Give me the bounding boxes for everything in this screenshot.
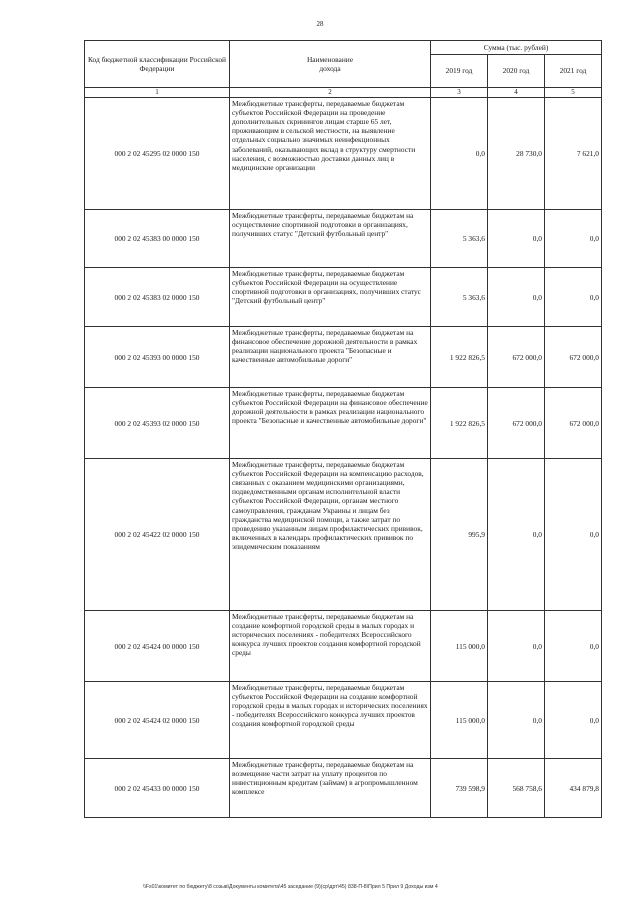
row-amount-2019: 1 922 826,5: [431, 327, 488, 388]
row-code: 000 2 02 45393 00 0000 150: [85, 327, 230, 388]
row-amount-2020: 28 730,0: [488, 98, 545, 210]
row-amount-2019: 995,9: [431, 459, 488, 611]
row-code: 000 2 02 45422 02 0000 150: [85, 459, 230, 611]
row-amount-2021: 0,0: [545, 459, 602, 611]
table-row: [85, 98, 602, 210]
row-name: Межбюджетные трансферты, передаваемые бюджетам субъектов Российской Федерации на проведение дополнительных скринингов лицам старше 65 лет, проживающим в сельской местности, на выявление отдельных социально значимых неинфекционных заболеваний, оказывающих вклад в структуру смертности населения, с возможностью доставки данных лиц в медицинские организации: [230, 98, 431, 210]
header-code: Код бюджетной классификации Российской Федерации: [85, 41, 230, 88]
row-amount-2019: 115 000,0: [431, 611, 488, 682]
row-code: 000 2 02 45424 00 0000 150: [85, 611, 230, 682]
footer-file-path: \\Fs01\комитет по бюджету\8 созыв\Документы комитета\45 заседание (9)(ср\дрт\45) 838-П-8\Прил 5 Прил 9 Доходы изм 4: [143, 884, 438, 890]
col-number-5: 5: [545, 88, 602, 98]
header-sum: Сумма (тыс. рублей): [431, 41, 602, 55]
table-row: [85, 611, 602, 682]
row-name: Межбюджетные трансферты, передаваемые бюджетам на возмещение части затрат на уплату процентов по инвестиционным кредитам (займам) в агропромышленном комплексе: [230, 759, 431, 818]
row-amount-2020: 672 000,0: [488, 327, 545, 388]
row-amount-2019: 115 000,0: [431, 682, 488, 759]
row-code: 000 2 02 45433 00 0000 150: [85, 759, 230, 818]
row-amount-2020: 672 000,0: [488, 388, 545, 459]
row-amount-2020: 0,0: [488, 210, 545, 268]
row-amount-2019: 0,0: [431, 98, 488, 210]
table-row: [85, 327, 602, 388]
row-code: 000 2 02 45295 02 0000 150: [85, 98, 230, 210]
row-code: 000 2 02 45383 00 0000 150: [85, 210, 230, 268]
revenue-table: [84, 40, 602, 818]
table-row: [85, 210, 602, 268]
table-row: [85, 759, 602, 818]
row-amount-2021: 7 621,0: [545, 98, 602, 210]
table-row: [85, 682, 602, 759]
row-amount-2019: 5 363,6: [431, 268, 488, 327]
col-number-2: 2: [230, 88, 431, 98]
row-amount-2019: 739 598,9: [431, 759, 488, 818]
col-number-4: 4: [488, 88, 545, 98]
row-amount-2021: 434 879,8: [545, 759, 602, 818]
header-year-2021: 2021 год: [545, 55, 602, 88]
row-code: 000 2 02 45383 02 0000 150: [85, 268, 230, 327]
row-code: 000 2 02 45393 02 0000 150: [85, 388, 230, 459]
row-name: Межбюджетные трансферты, передаваемые бюджетам на осуществление спортивной подготовки в организациях, получивших статус "Детский футбольный центр": [230, 210, 431, 268]
header-year-2020: 2020 год: [488, 55, 545, 88]
row-name: Межбюджетные трансферты, передаваемые бюджетам на создание комфортной городской среды в малых городах и исторических поселениях - победителях Всероссийского конкурса лучших проектов создания комфортной городской среды: [230, 611, 431, 682]
row-name: Межбюджетные трансферты, передаваемые бюджетам субъектов Российской Федерации на компенсацию расходов, связанных с оказанием медицинскими организациями, подведомственными органам исполнительной власти субъектов Российской Федерации, органам местного самоуправления, гражданам Украины и лицам без гражданства медицинской помощи, а также затрат по проведению указанным лицам профилактических прививок, включенных в календарь профилактических прививок по эпидемическим показаниям: [230, 459, 431, 611]
page-number: 28: [316, 20, 324, 28]
row-name: Межбюджетные трансферты, передаваемые бюджетам субъектов Российской Федерации на создание комфортной городской среды в малых городах и исторических поселениях - победителях Всероссийского конкурса лучших проектов создания комфортной городской среды: [230, 682, 431, 759]
row-amount-2020: 0,0: [488, 611, 545, 682]
table-row: [85, 459, 602, 611]
row-name: Межбюджетные трансферты, передаваемые бюджетам субъектов Российской Федерации на осуществление спортивной подготовки в организациях, получивших статус "Детский футбольный центр": [230, 268, 431, 327]
row-amount-2020: 0,0: [488, 682, 545, 759]
row-amount-2021: 672 000,0: [545, 327, 602, 388]
table-row: [85, 268, 602, 327]
row-amount-2021: 0,0: [545, 611, 602, 682]
row-amount-2021: 0,0: [545, 210, 602, 268]
row-amount-2019: 5 363,6: [431, 210, 488, 268]
row-name: Межбюджетные трансферты, передаваемые бюджетам на финансовое обеспечение дорожной деятельности в рамках реализации национального проекта "Безопасные и качественные автомобильные дороги": [230, 327, 431, 388]
col-number-1: 1: [85, 88, 230, 98]
row-amount-2021: 672 000,0: [545, 388, 602, 459]
header-name-line2: дохода: [319, 64, 341, 73]
header-name-line1: Наименование: [306, 54, 354, 64]
row-amount-2021: 0,0: [545, 268, 602, 327]
row-code: 000 2 02 45424 02 0000 150: [85, 682, 230, 759]
col-number-3: 3: [431, 88, 488, 98]
header-name: [230, 41, 431, 88]
header-year-2019: 2019 год: [431, 55, 488, 88]
row-name: Межбюджетные трансферты, передаваемые бюджетам субъектов Российской Федерации на финансовое обеспечение дорожной деятельности в рамках реализации национального проекта "Безопасные и качественные автомобильные дороги": [230, 388, 431, 459]
row-amount-2020: 568 758,6: [488, 759, 545, 818]
row-amount-2021: 0,0: [545, 682, 602, 759]
row-amount-2020: 0,0: [488, 268, 545, 327]
row-amount-2020: 0,0: [488, 459, 545, 611]
row-amount-2019: 1 922 826,5: [431, 388, 488, 459]
table-row: [85, 388, 602, 459]
